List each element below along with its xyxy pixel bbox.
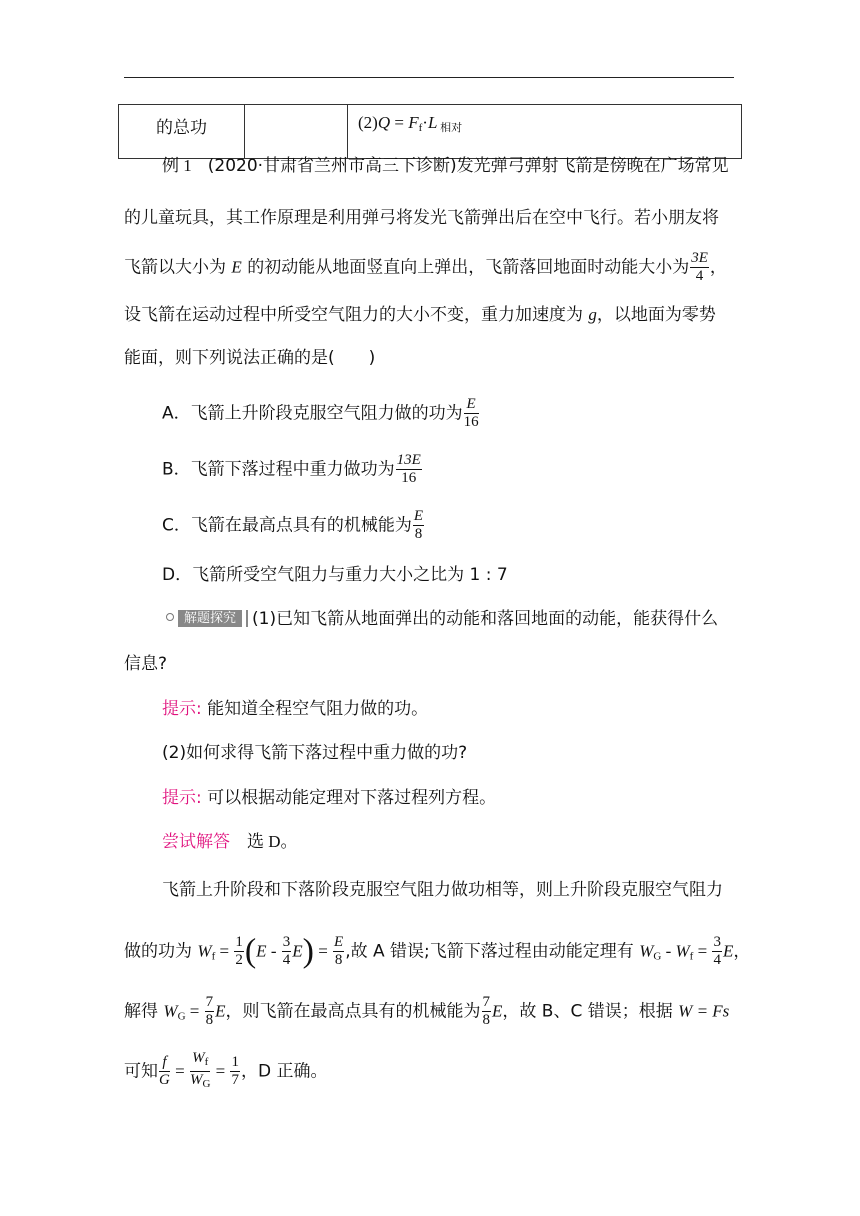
fraction-three-quarters: $\frac{3}{4}$ — [282, 934, 291, 968]
explore-badge: 解题探究 — [178, 610, 242, 627]
example-label: 例 1 — [162, 156, 192, 175]
answer-label: 尝试解答 — [162, 832, 230, 852]
example-line-4: 设飞箭在运动过程中所受空气阻力的大小不变，重力加速度为 g，以地面为零势 — [124, 305, 716, 325]
bullet-icon — [166, 613, 174, 621]
example-line-1: 例 1 (2020·甘肃省兰州市高三下诊断)发光弹弓弹射飞箭是傍晚在广场常见 — [162, 156, 729, 176]
fraction-seven-eighths-2: $\frac{7}{8}$ — [482, 994, 491, 1028]
fraction-f-over-G: $\frac{f}{G}$ — [159, 1054, 170, 1088]
fraction-one-seventh: $\frac{1}{7}$ — [231, 1054, 239, 1088]
formula-table — [118, 104, 742, 159]
explore-hint-2: 提示: 可以根据动能定理对下落过程列方程。 — [162, 788, 497, 808]
table-cell-formula: $(2)Q = F_f\cdot L$ $_{相对}$ — [348, 105, 742, 159]
option-b: B．飞箭下落过程中重力做功为 $\frac{13E}{16}$ — [162, 452, 421, 486]
fraction-three-quarters-2: $\frac{3}{4}$ — [713, 934, 721, 968]
example-line-5: 能面，则下列说法正确的是( ) — [124, 348, 376, 368]
fraction-option-b: $\frac{13E}{16}$ — [396, 452, 421, 486]
example-line-3: 飞箭以大小为 E 的初动能从地面竖直向上弹出，飞箭落回地面时动能大小为 $\frac{3E}{4}$ ， — [124, 250, 727, 284]
answer-line-2: 做的功为 $W_f$ = $\frac{1}{2}$ (E - $\frac{3}{4}$ E) = $\frac{E}{8}$ ,故 A 错误;飞箭下落过程由动能定理有 $W_G - W_f$ = $\frac{3}{4}$ E， — [124, 932, 751, 970]
fraction-Wf-over-WG: $\frac{W_f}{W_G}$ — [189, 1050, 211, 1090]
answer-header: 尝试解答 选 D。 — [162, 832, 298, 852]
table-cell-empty — [245, 105, 348, 159]
answer-line-1: 飞箭上升阶段和下落阶段克服空气阻力做功相等，则上升阶段克服空气阻力 — [162, 880, 723, 900]
example-line-2: 的儿童玩具，其工作原理是利用弹弓将发光飞箭弹出后在空中飞行。若小朋友将 — [124, 208, 719, 228]
explore-hint-1: 提示: 能知道全程空气阻力做的功。 — [162, 699, 429, 719]
table-cell-label: 的总功 — [119, 105, 245, 159]
explore-q2: (2)如何求得飞箭下落过程中重力做的功? — [162, 743, 468, 763]
option-c: C．飞箭在最高点具有的机械能为 $\frac{E}{8}$ — [162, 508, 424, 542]
fraction-3E-over-4: $\frac{3E}{4}$ — [691, 250, 708, 284]
answer-line-3: 解得 $W_G$ = $\frac{7}{8}$ E，则飞箭在最高点具有的机械能为 $\frac{7}{8}$ E，故 B、C 错误；根据 W = Fs — [124, 994, 730, 1028]
hint-label-2: 提示: — [162, 788, 202, 808]
fraction-seven-eighths: $\frac{7}{8}$ — [205, 994, 214, 1028]
explore-q1: 解题探究 (1)已知飞箭从地面弹出的动能和落回地面的动能，能获得什么 — [166, 607, 718, 631]
option-a: A．飞箭上升阶段克服空气阻力做的功为 $\frac{E}{16}$ — [162, 396, 479, 430]
fraction-option-c: $\frac{E}{8}$ — [413, 508, 424, 542]
fraction-E-over-8: $\frac{E}{8}$ — [334, 934, 344, 968]
fraction-one-half: $\frac{1}{2}$ — [235, 934, 243, 968]
fraction-option-a: $\frac{E}{16}$ — [463, 396, 479, 430]
header-rule — [124, 77, 734, 78]
hint-label-1: 提示: — [162, 699, 202, 719]
answer-line-4: 可知 $\frac{f}{G}$ = $\frac{W_f}{W_G}$ = $\frac{1}{7}$ ，D 正确。 — [124, 1050, 327, 1093]
option-d: D．飞箭所受空气阻力与重力大小之比为 1 : 7 — [162, 565, 508, 585]
explore-q1-cont: 信息? — [124, 654, 168, 674]
